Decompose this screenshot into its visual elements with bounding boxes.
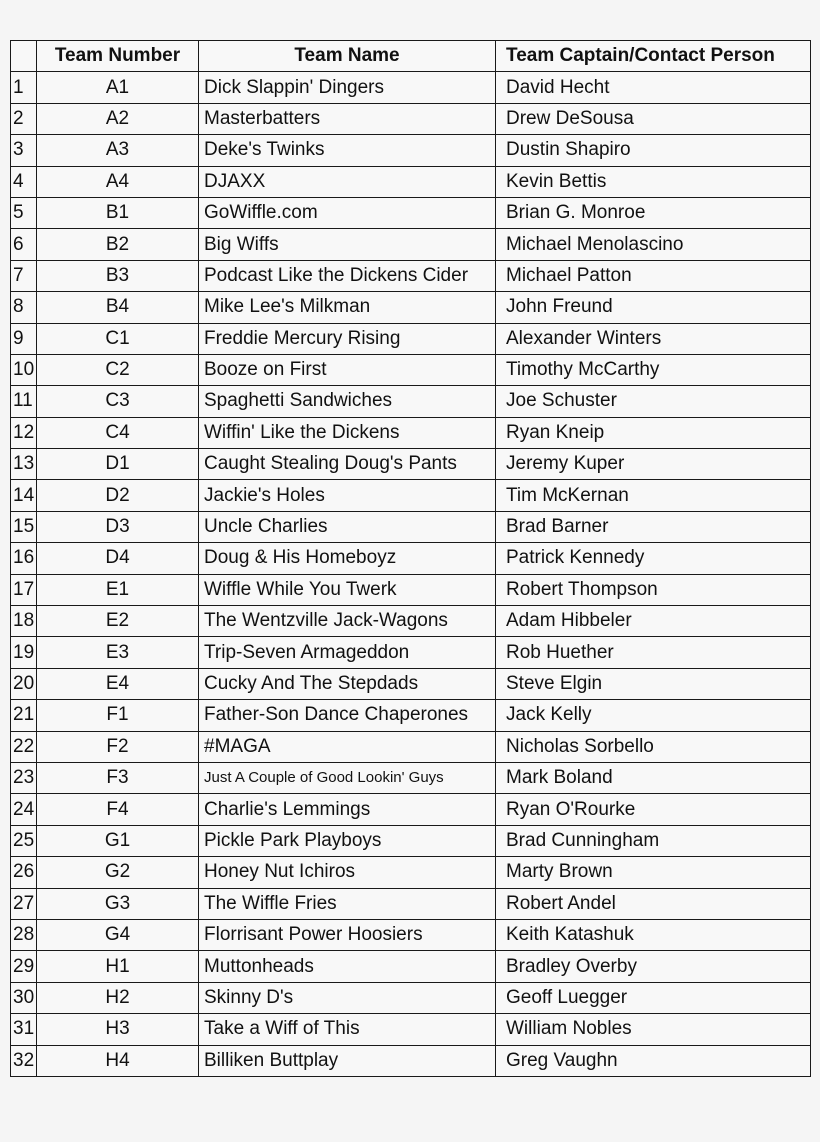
captain-cell: Michael Menolascino xyxy=(496,229,811,260)
table-row xyxy=(11,449,811,480)
team-name-cell: Jackie's Holes xyxy=(199,480,496,511)
captain-cell: Jeremy Kuper xyxy=(496,449,811,480)
captain-cell: Alexander Winters xyxy=(496,323,811,354)
team-name-cell: Booze on First xyxy=(199,354,496,385)
team-name-cell: #MAGA xyxy=(199,731,496,762)
captain-cell: Ryan O'Rourke xyxy=(496,794,811,825)
captain-cell: Brad Barner xyxy=(496,511,811,542)
table-row xyxy=(11,825,811,856)
team-number-cell: F4 xyxy=(37,794,199,825)
team-number-cell: E3 xyxy=(37,637,199,668)
captain-cell: William Nobles xyxy=(496,1014,811,1045)
row-index-cell: 28 xyxy=(11,919,37,950)
captain-cell: Steve Elgin xyxy=(496,668,811,699)
team-name-cell: Freddie Mercury Rising xyxy=(199,323,496,354)
table-row xyxy=(11,292,811,323)
row-index-cell: 3 xyxy=(11,135,37,166)
row-index-cell: 30 xyxy=(11,982,37,1013)
row-index-cell: 26 xyxy=(11,857,37,888)
table-row xyxy=(11,888,811,919)
team-name-cell: Big Wiffs xyxy=(199,229,496,260)
table-row xyxy=(11,857,811,888)
team-name-cell: Caught Stealing Doug's Pants xyxy=(199,449,496,480)
team-name-cell: Muttonheads xyxy=(199,951,496,982)
header-index xyxy=(11,41,37,72)
row-index-cell: 25 xyxy=(11,825,37,856)
team-name-cell: Mike Lee's Milkman xyxy=(199,292,496,323)
captain-cell: David Hecht xyxy=(496,72,811,103)
team-name-cell: Trip-Seven Armageddon xyxy=(199,637,496,668)
table-row xyxy=(11,166,811,197)
team-number-cell: D3 xyxy=(37,511,199,542)
team-number-cell: D2 xyxy=(37,480,199,511)
row-index-cell: 9 xyxy=(11,323,37,354)
table-row xyxy=(11,229,811,260)
row-index-cell: 1 xyxy=(11,72,37,103)
row-index-cell: 14 xyxy=(11,480,37,511)
row-index-cell: 18 xyxy=(11,606,37,637)
captain-cell: John Freund xyxy=(496,292,811,323)
row-index-cell: 23 xyxy=(11,762,37,793)
row-index-cell: 13 xyxy=(11,449,37,480)
captain-cell: Brad Cunningham xyxy=(496,825,811,856)
team-name-cell: Florrisant Power Hoosiers xyxy=(199,919,496,950)
row-index-cell: 29 xyxy=(11,951,37,982)
team-number-cell: C3 xyxy=(37,386,199,417)
table-row xyxy=(11,762,811,793)
table-row xyxy=(11,197,811,228)
team-name-cell: GoWiffle.com xyxy=(199,197,496,228)
table-body xyxy=(11,72,811,1077)
team-number-cell: B1 xyxy=(37,197,199,228)
team-name-cell: Wiffle While You Twerk xyxy=(199,574,496,605)
team-number-cell: B3 xyxy=(37,260,199,291)
team-number-cell: F1 xyxy=(37,700,199,731)
table-row xyxy=(11,951,811,982)
team-number-cell: G4 xyxy=(37,919,199,950)
row-index-cell: 4 xyxy=(11,166,37,197)
header-team-number: Team Number xyxy=(37,41,199,72)
captain-cell: Dustin Shapiro xyxy=(496,135,811,166)
table-row xyxy=(11,417,811,448)
team-number-cell: G1 xyxy=(37,825,199,856)
team-name-cell: DJAXX xyxy=(199,166,496,197)
captain-cell: Greg Vaughn xyxy=(496,1045,811,1076)
table-row xyxy=(11,731,811,762)
team-name-cell: Pickle Park Playboys xyxy=(199,825,496,856)
table-row xyxy=(11,1045,811,1076)
row-index-cell: 2 xyxy=(11,103,37,134)
team-name-cell: Take a Wiff of This xyxy=(199,1014,496,1045)
row-index-cell: 15 xyxy=(11,511,37,542)
captain-cell: Patrick Kennedy xyxy=(496,543,811,574)
table-row xyxy=(11,480,811,511)
team-name-cell: Billiken Buttplay xyxy=(199,1045,496,1076)
row-index-cell: 10 xyxy=(11,354,37,385)
table-row xyxy=(11,637,811,668)
team-name-cell: The Wiffle Fries xyxy=(199,888,496,919)
table-row xyxy=(11,668,811,699)
captain-cell: Keith Katashuk xyxy=(496,919,811,950)
team-name-cell: Skinny D's xyxy=(199,982,496,1013)
table-row xyxy=(11,354,811,385)
team-number-cell: H3 xyxy=(37,1014,199,1045)
team-name-cell: Uncle Charlies xyxy=(199,511,496,542)
team-number-cell: D1 xyxy=(37,449,199,480)
team-roster-table xyxy=(10,40,811,1077)
team-name-cell: Podcast Like the Dickens Cider xyxy=(199,260,496,291)
team-number-cell: H1 xyxy=(37,951,199,982)
team-name-cell: Wiffin' Like the Dickens xyxy=(199,417,496,448)
team-number-cell: B4 xyxy=(37,292,199,323)
team-number-cell: E1 xyxy=(37,574,199,605)
row-index-cell: 17 xyxy=(11,574,37,605)
captain-cell: Geoff Luegger xyxy=(496,982,811,1013)
team-number-cell: E4 xyxy=(37,668,199,699)
row-index-cell: 7 xyxy=(11,260,37,291)
team-number-cell: G2 xyxy=(37,857,199,888)
row-index-cell: 16 xyxy=(11,543,37,574)
row-index-cell: 6 xyxy=(11,229,37,260)
table-row xyxy=(11,700,811,731)
team-number-cell: H4 xyxy=(37,1045,199,1076)
table-row xyxy=(11,574,811,605)
team-name-cell: Doug & His Homeboyz xyxy=(199,543,496,574)
captain-cell: Bradley Overby xyxy=(496,951,811,982)
captain-cell: Rob Huether xyxy=(496,637,811,668)
row-index-cell: 32 xyxy=(11,1045,37,1076)
row-index-cell: 5 xyxy=(11,197,37,228)
table-row xyxy=(11,919,811,950)
table-row xyxy=(11,794,811,825)
team-name-cell: Dick Slappin' Dingers xyxy=(199,72,496,103)
captain-cell: Brian G. Monroe xyxy=(496,197,811,228)
row-index-cell: 11 xyxy=(11,386,37,417)
team-number-cell: D4 xyxy=(37,543,199,574)
captain-cell: Ryan Kneip xyxy=(496,417,811,448)
row-index-cell: 20 xyxy=(11,668,37,699)
row-index-cell: 27 xyxy=(11,888,37,919)
team-number-cell: F2 xyxy=(37,731,199,762)
team-name-cell: Masterbatters xyxy=(199,103,496,134)
team-name-cell: Spaghetti Sandwiches xyxy=(199,386,496,417)
table-row xyxy=(11,982,811,1013)
team-number-cell: C2 xyxy=(37,354,199,385)
captain-cell: Jack Kelly xyxy=(496,700,811,731)
captain-cell: Michael Patton xyxy=(496,260,811,291)
table-row xyxy=(11,323,811,354)
team-name-cell: Honey Nut Ichiros xyxy=(199,857,496,888)
captain-cell: Joe Schuster xyxy=(496,386,811,417)
captain-cell: Drew DeSousa xyxy=(496,103,811,134)
table-row xyxy=(11,543,811,574)
team-number-cell: B2 xyxy=(37,229,199,260)
captain-cell: Nicholas Sorbello xyxy=(496,731,811,762)
row-index-cell: 22 xyxy=(11,731,37,762)
team-number-cell: A4 xyxy=(37,166,199,197)
row-index-cell: 31 xyxy=(11,1014,37,1045)
team-name-cell: Just A Couple of Good Lookin' Guys xyxy=(199,762,496,793)
team-number-cell: A3 xyxy=(37,135,199,166)
header-team-name: Team Name xyxy=(199,41,496,72)
team-number-cell: G3 xyxy=(37,888,199,919)
table-row xyxy=(11,135,811,166)
row-index-cell: 24 xyxy=(11,794,37,825)
captain-cell: Marty Brown xyxy=(496,857,811,888)
captain-cell: Timothy McCarthy xyxy=(496,354,811,385)
table-row xyxy=(11,386,811,417)
table-row xyxy=(11,103,811,134)
captain-cell: Robert Thompson xyxy=(496,574,811,605)
table-row xyxy=(11,260,811,291)
table-row xyxy=(11,1014,811,1045)
team-number-cell: F3 xyxy=(37,762,199,793)
team-name-cell: Deke's Twinks xyxy=(199,135,496,166)
team-name-cell: Charlie's Lemmings xyxy=(199,794,496,825)
header-row xyxy=(11,41,811,72)
team-number-cell: H2 xyxy=(37,982,199,1013)
team-number-cell: A2 xyxy=(37,103,199,134)
table-row xyxy=(11,72,811,103)
captain-cell: Kevin Bettis xyxy=(496,166,811,197)
captain-cell: Adam Hibbeler xyxy=(496,606,811,637)
team-number-cell: E2 xyxy=(37,606,199,637)
captain-cell: Tim McKernan xyxy=(496,480,811,511)
row-index-cell: 21 xyxy=(11,700,37,731)
team-number-cell: A1 xyxy=(37,72,199,103)
captain-cell: Robert Andel xyxy=(496,888,811,919)
header-captain: Team Captain/Contact Person xyxy=(496,41,811,72)
team-name-cell: The Wentzville Jack-Wagons xyxy=(199,606,496,637)
table-row xyxy=(11,606,811,637)
captain-cell: Mark Boland xyxy=(496,762,811,793)
team-number-cell: C4 xyxy=(37,417,199,448)
team-name-cell: Father-Son Dance Chaperones xyxy=(199,700,496,731)
team-name-cell: Cucky And The Stepdads xyxy=(199,668,496,699)
row-index-cell: 12 xyxy=(11,417,37,448)
table-row xyxy=(11,511,811,542)
row-index-cell: 19 xyxy=(11,637,37,668)
team-number-cell: C1 xyxy=(37,323,199,354)
row-index-cell: 8 xyxy=(11,292,37,323)
